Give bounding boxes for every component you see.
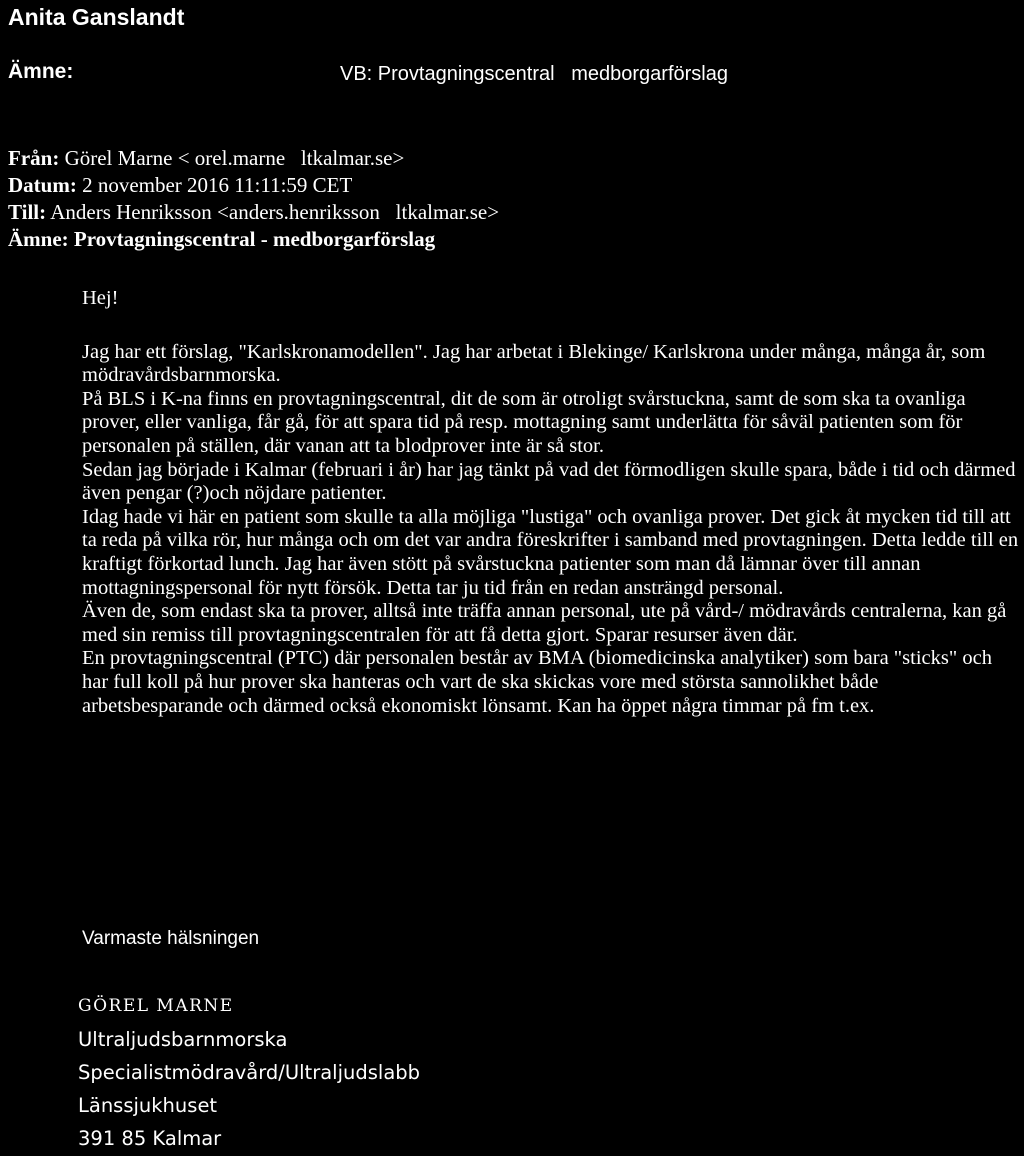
body-paragraph-1: Jag har ett förslag, "Karlskronamodellen". Jag har arbetat i Blekinge/ Karlskrona under många, många år, som mödravårdsbarnmorska. (82, 340, 986, 387)
email-body (82, 287, 1022, 718)
body-paragraph-5: Även de, som endast ska ta prover, alltså inte träffa annan personal, ute på vård-/ mödravårds centralerna, kan gå med sin remiss till provtagningscentralen för att få detta gjort. Sparar resurser även där. (82, 600, 1007, 646)
forwarded-subject-label: Ämne: (8, 227, 69, 251)
body-paragraph-4: Idag hade vi här en patient som skulle ta alla möjliga "lustiga" och ovanliga prover. Det gick åt mycken tid till att ta reda på vilka rör, hur många och om det var andra föreskrifter i samband med provtagningen. Detta ledde till en kraftigt förkortad lunch. Jag har även stött på svårstuckna patienter som man då lämnar över till annan mottagningspersonal för nytt försök. Detta tar ju tid från en redan ansträngd personal. (82, 505, 1019, 599)
closing: Varmaste hälsningen (82, 928, 260, 949)
signature-hospital: Länssjukhuset (78, 1094, 218, 1117)
body-paragraph-3: Sedan jag började i Kalmar (februari i år) har jag tänkt på vad det förmodligen skulle spara, både i tid och därmed även pengar (?)och nöjdare patienter. (82, 458, 1016, 505)
to-row (8, 199, 1008, 226)
from-value: Görel Marne < orel.marne ltkalmar.se> (59, 146, 405, 170)
to-label: Till: (8, 200, 47, 224)
subject-label: Ämne: (8, 60, 74, 83)
date-label: Datum: (8, 173, 77, 197)
signature (78, 990, 420, 1155)
date-value: 2 november 2016 11:11:59 CET (76, 173, 353, 197)
body-paragraph-2: På BLS i K-na finns en provtagningscentral, dit de som är otroligt svårstuckna, samt de som ska ta ovanliga prover, eller vanliga, får gå, för att spara tid på resp. mottagning samt underlätta för såväl patienten som för personalen på ställen, där vanan att ta blodprover inte är så stor. (82, 387, 966, 457)
signature-department: Specialistmödravård/Ultraljudslabb (78, 1061, 421, 1084)
subject-value: VB: Provtagningscentral medborgarförslag (340, 63, 728, 85)
signature-name: GÖREL MARNE (78, 996, 234, 1016)
forwarded-subject-row (8, 226, 1008, 253)
forwarded-header (8, 145, 1008, 253)
signature-title: Ultraljudsbarnmorska (78, 1028, 288, 1051)
from-label: Från: (8, 146, 60, 170)
from-row (8, 145, 1008, 172)
date-row (8, 172, 1008, 199)
greeting: Hej! (82, 287, 119, 309)
to-value: Anders Henriksson <anders.henriksson ltkalmar.se> (46, 200, 500, 224)
body-paragraph-6: En provtagningscentral (PTC) där personalen består av BMA (biomedicinska analytiker) som bara "sticks" och har full koll på hur prover ska hanteras och vart de ska skickas vore med största sannolikhet både arbetsbesparande och därmed också ekonomiskt lönsamt. Kan ha öppet några timmar på fm t.ex. (82, 647, 992, 717)
signature-address: 391 85 Kalmar (78, 1127, 222, 1150)
sender-name: Anita Ganslandt (8, 4, 185, 30)
forwarded-subject-value: Provtagningscentral - medborgarförslag (68, 227, 436, 251)
